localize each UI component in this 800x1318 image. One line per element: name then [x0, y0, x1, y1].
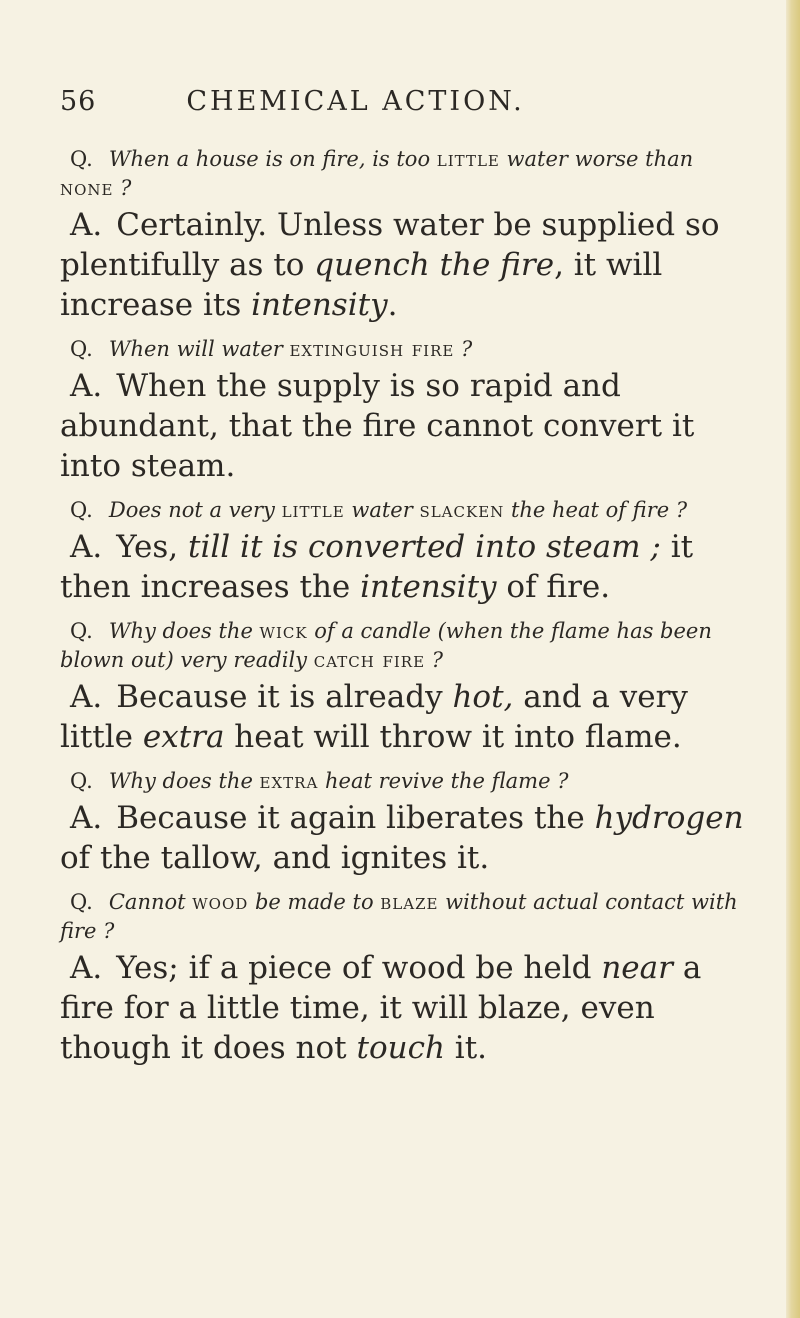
answer-text: Yes; if a piece of wood be held [116, 950, 602, 986]
answer-text: heat will throw it into flame. [224, 719, 682, 755]
answer-label: A. [70, 800, 103, 836]
question-label: Q. [70, 769, 93, 793]
question-text: Does not a very [108, 498, 282, 522]
answer [60, 205, 750, 325]
answer-emphasis: near [601, 950, 673, 986]
question-text: Why does the [108, 769, 260, 793]
running-header [60, 86, 750, 117]
question-text: Why does the [108, 619, 260, 643]
answer [60, 948, 750, 1068]
question-keyword: none [60, 176, 114, 200]
answer-text: Because it is already [116, 679, 453, 715]
question [60, 888, 750, 946]
question-keyword: blaze [380, 890, 439, 914]
question-text: of a candle (when the flame has been blown out) very readily [60, 619, 712, 672]
answer-text: Certainly. Unless water be supplied so plentifully as to [60, 207, 720, 283]
answer-text: Yes, [116, 529, 188, 565]
answer-text: Because it again liberates the [116, 800, 595, 836]
answer-emphasis: quench the fire [314, 247, 555, 283]
running-title: CHEMICAL ACTION. [186, 86, 525, 117]
question-text: ? [454, 337, 473, 361]
answer-label: A. [70, 529, 103, 565]
question-keyword: catch fire [313, 648, 426, 672]
answer-text: it. [444, 1030, 488, 1066]
answer-emphasis: extra [142, 719, 225, 755]
answer [60, 677, 750, 757]
answer-label: A. [70, 207, 103, 243]
answer [60, 366, 750, 486]
question-keyword: extra [259, 769, 319, 793]
question-text: be made to [248, 890, 381, 914]
answer-text: it then increases the [60, 529, 694, 605]
question-text: When a house is on fire, is too [108, 147, 437, 171]
book-page [60, 86, 750, 1078]
question-text: water worse than [499, 147, 694, 171]
answer-label: A. [70, 679, 103, 715]
answer-label: A. [70, 368, 103, 404]
answer-text: and a very little [60, 679, 688, 755]
question-keyword: extinguish fire [289, 337, 455, 361]
question-keyword: wick [259, 619, 308, 643]
answer-emphasis: intensity [360, 569, 497, 605]
answer-text: of fire. [496, 569, 611, 605]
page-number: 56 [60, 86, 97, 117]
question [60, 767, 750, 796]
answer-emphasis: intensity [251, 287, 388, 323]
question [60, 335, 750, 364]
question [60, 617, 750, 675]
answer-emphasis: till it is converted into steam ; [187, 529, 661, 565]
question-text: heat revive the flame ? [318, 769, 569, 793]
question-text: water [344, 498, 420, 522]
question-text: When will water [108, 337, 290, 361]
answer-text: , it will increase its [60, 247, 663, 323]
question-label: Q. [70, 498, 93, 522]
answer-emphasis: touch [356, 1030, 445, 1066]
question-text: ? [113, 176, 132, 200]
answer-text: When the supply is so rapid and abundant, that the fire cannot convert it into steam. [60, 368, 695, 484]
question-text: ? [425, 648, 443, 672]
answer-text: . [387, 287, 398, 323]
answer-text: a fire for a little time, it will blaze, even though it does not [60, 950, 702, 1066]
question-label: Q. [70, 619, 93, 643]
question-text: without actual contact with fire ? [60, 890, 738, 943]
answer [60, 798, 750, 878]
question-label: Q. [70, 337, 93, 361]
question-keyword: slacken [419, 498, 505, 522]
question-keyword: wood [192, 890, 249, 914]
question [60, 496, 750, 525]
answer [60, 527, 750, 607]
answer-label: A. [70, 950, 103, 986]
question-text: Cannot [108, 890, 193, 914]
question-keyword: little [436, 147, 500, 171]
answer-emphasis: hydrogen [594, 800, 744, 836]
answer-emphasis: hot, [452, 679, 514, 715]
page-edge [786, 0, 800, 1318]
question-label: Q. [70, 890, 93, 914]
question-label: Q. [70, 147, 93, 171]
question-keyword: little [281, 498, 345, 522]
question-text: the heat of fire ? [504, 498, 688, 522]
answer-text: of the tallow, and ignites it. [60, 840, 490, 876]
question [60, 145, 750, 203]
